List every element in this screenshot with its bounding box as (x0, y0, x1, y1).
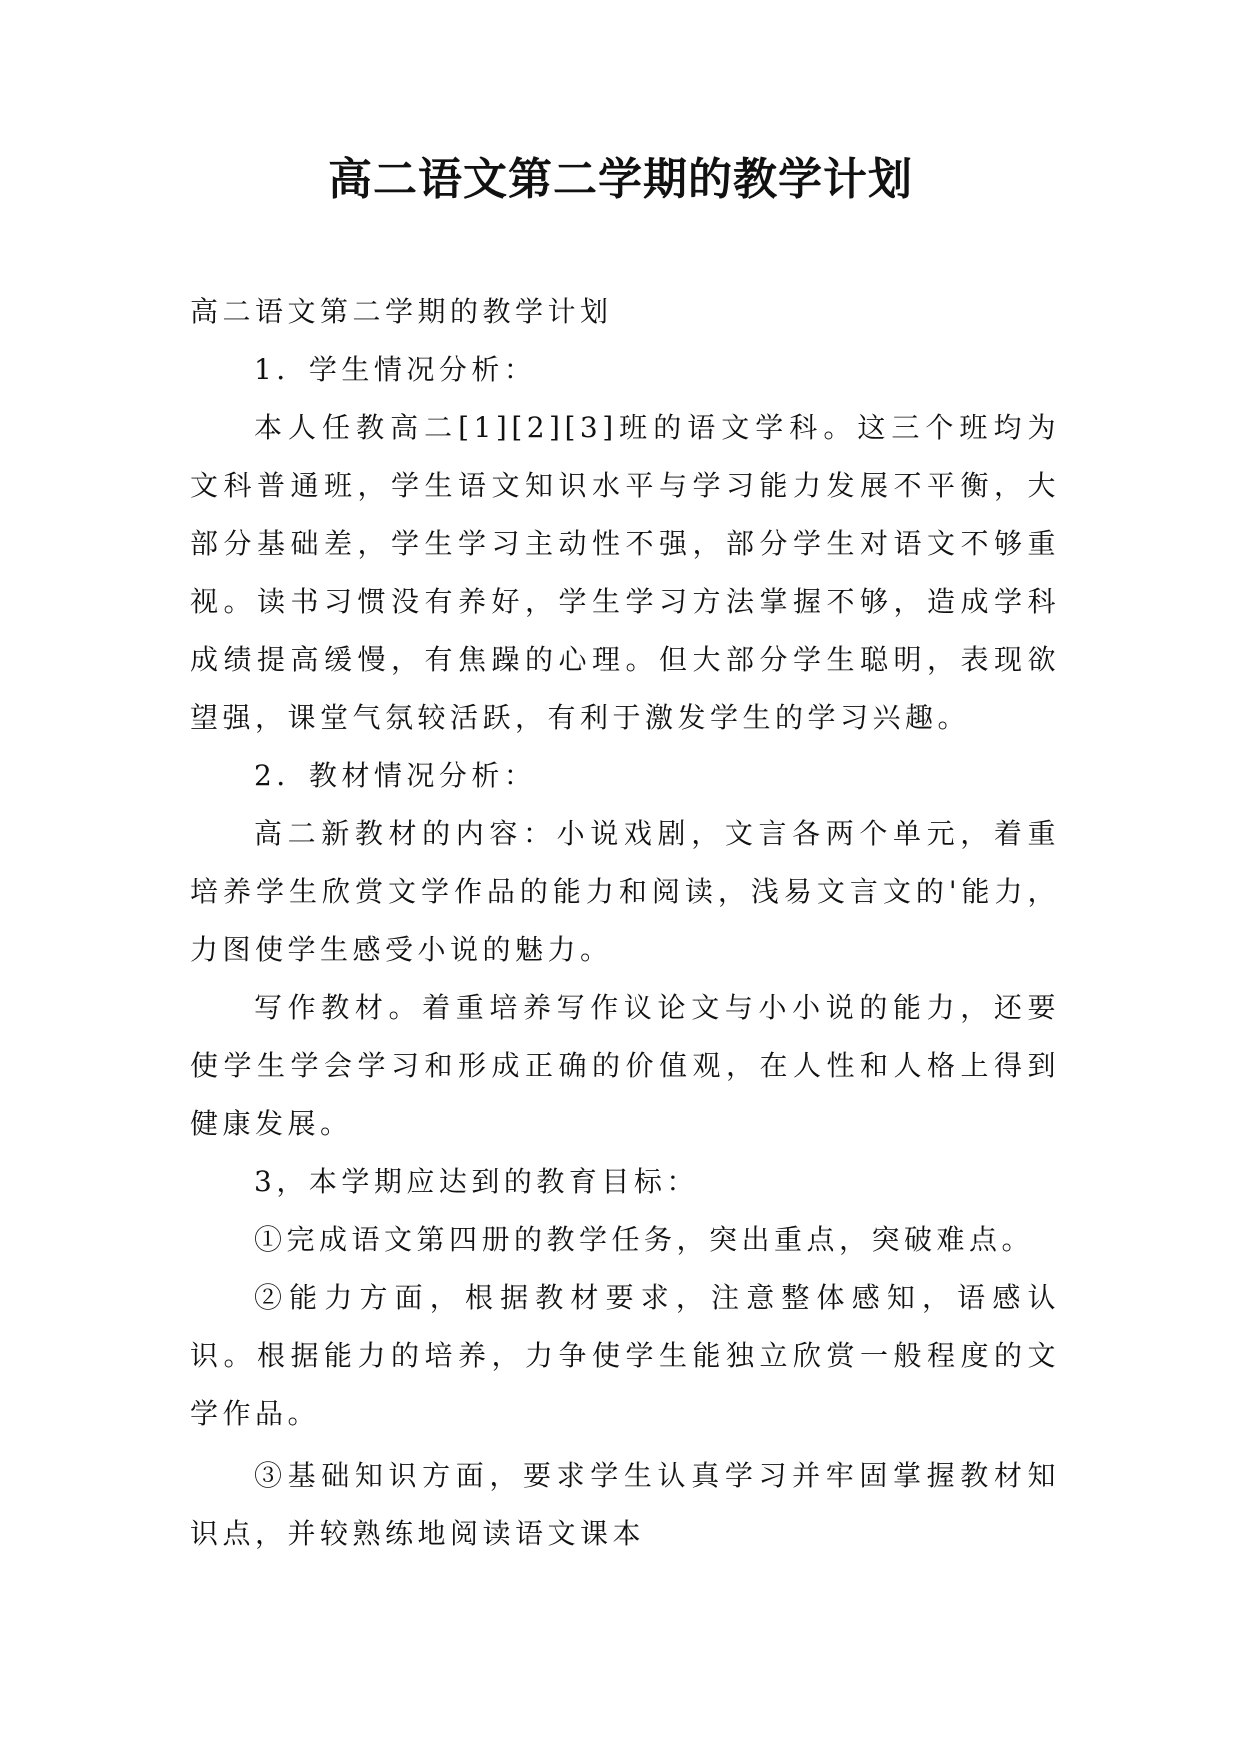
paragraph-goal-2: ②能力方面，根据教材要求，注意整体感知，语感认识。根据能力的培养，力争使学生能独立欣赏一般程度的文学作品。 (190, 1281, 1060, 1430)
paragraph-heading-student-analysis: 1．学生情况分析： (254, 353, 537, 386)
paragraph-heading-goals: 3，本学期应达到的教育目标： (254, 1165, 699, 1198)
paragraph-textbook-content: 高二新教材的内容：小说戏剧，文言各两个单元，着重培养学生欣赏文学作品的能力和阅读，浅易文言文的'能力，力图使学生感受小说的魅力。 (190, 817, 1060, 966)
paragraph-writing-textbook: 写作教材。着重培养写作议论文与小小说的能力，还要使学生学会学习和形成正确的价值观，在人性和人格上得到健康发展。 (190, 991, 1060, 1140)
paragraph-heading-textbook-analysis: 2．教材情况分析： (254, 759, 537, 792)
paragraph-goal-3: ③基础知识方面，要求学生认真学习并牢固掌握教材知识点，并较熟练地阅读语文课本 (190, 1459, 1060, 1550)
paragraph-goal-1: ①完成语文第四册的教学任务，突出重点，突破难点。 (254, 1223, 1035, 1256)
document-title: 高二语文第二学期的教学计划 (328, 154, 913, 205)
paragraph-student-analysis: 本人任教高二[1][2][3]班的语文学科。这三个班均为文科普通班，学生语文知识水平与学习能力发展不平衡，大部分基础差，学生学习主动性不强，部分学生对语文不够重视。读书习惯没有养好，学生学习方法掌握不够，造成学科成绩提高缓慢，有焦躁的心理。但大部分学生聪明，表现欲望强，课堂气氛较活跃，有利于激发学生的学习兴趣。 (190, 411, 1060, 734)
document-body (190, 283, 1060, 1563)
paragraph-subtitle: 高二语文第二学期的教学计划 (190, 295, 613, 328)
